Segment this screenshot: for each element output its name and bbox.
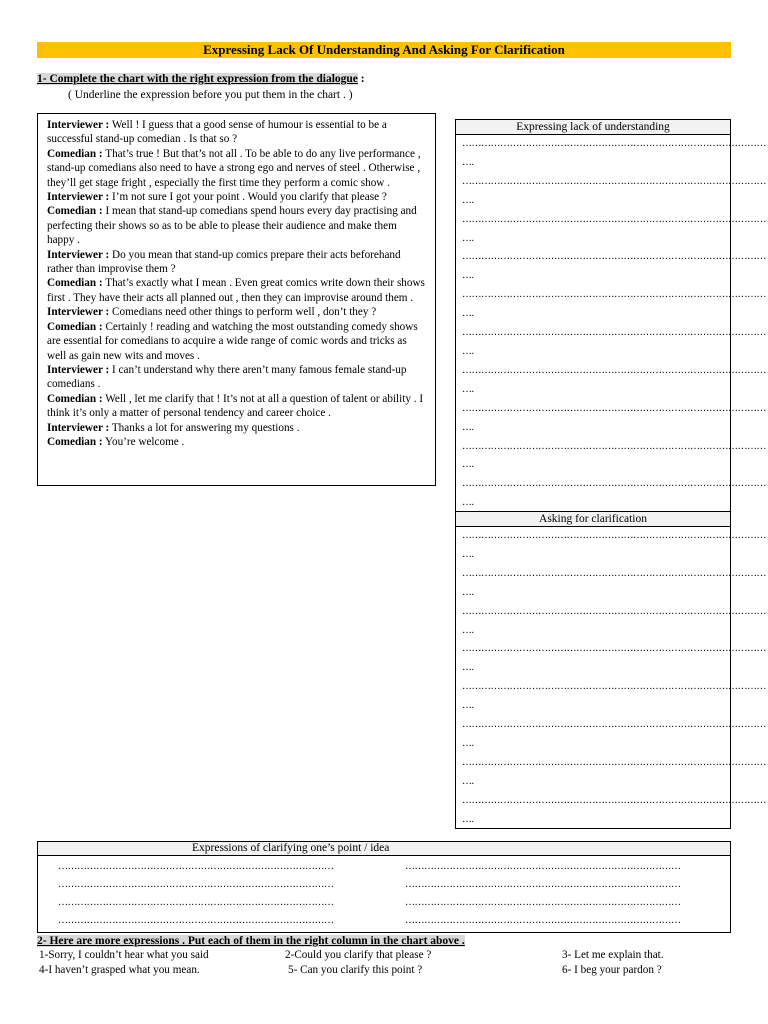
chart-header-asking-clarification: Asking for clarification (456, 511, 730, 527)
answer-line: …. (462, 270, 474, 282)
answer-line: …. (462, 497, 474, 509)
answer-line: …………………………………………………………………………………… (462, 364, 766, 376)
answer-line: …………………………………………………………………………………… (462, 213, 766, 225)
answer-line: …. (462, 345, 474, 357)
answer-line: …………………………………………………………………………………… (462, 402, 766, 414)
line-text: I mean that stand-up comedians spend hours every day practising and perfecting their shows so as to be able to please their audience and make them happy . (47, 205, 417, 247)
dialogue-line (47, 204, 426, 247)
speaker: Comedian : (47, 277, 103, 290)
section1-heading (37, 73, 365, 85)
answer-line: …………………………………………………………………………… (58, 879, 334, 890)
answer-area-asking-clarification[interactable] (456, 527, 766, 831)
answer-line: …………………………………………………………………………………… (462, 440, 766, 452)
clarifying-expressions-header: Expressions of clarifying one’s point / idea (38, 842, 730, 856)
dialogue-line (47, 190, 426, 204)
answer-line: …………………………………………………………………………………… (462, 327, 766, 339)
answer-line: …. (462, 421, 474, 433)
expression-item: 4-I haven’t grasped what you mean. (39, 964, 200, 976)
section1-instruction: ( Underline the expression before you put them in the chart . ) (68, 89, 353, 101)
answer-line: …………………………………………………………………………… (58, 861, 334, 872)
answer-line: …………………………………………………………………………………… (462, 175, 766, 187)
answer-line: …………………………………………………………………………………… (462, 794, 766, 806)
answer-line: …………………………………………………………………………… (405, 897, 681, 908)
speaker: Comedian : (47, 320, 103, 333)
line-text: Well ! I guess that a good sense of humour is essential to be a successful stand-up comedian . Is that so ? (47, 119, 387, 146)
answer-line: …………………………………………………………………………………… (462, 605, 766, 617)
speaker: Interviewer : (47, 306, 110, 319)
dialogue-line (47, 248, 426, 277)
speaker: Comedian : (47, 205, 103, 218)
answer-line: …. (462, 586, 474, 598)
dialogue-line (47, 435, 426, 449)
speaker: Comedian : (47, 147, 103, 160)
expression-item: 5- Can you clarify this point ? (288, 964, 423, 976)
dialogue-line (47, 320, 426, 363)
answer-line: …. (462, 775, 474, 787)
speaker: Interviewer : (47, 248, 110, 261)
answer-line: …. (462, 383, 474, 395)
line-text: That’s exactly what I mean . Even great comics write down their shows first . They have their acts all planned out , then they can improvise around them . (47, 277, 425, 304)
section1-heading-text: 1- Complete the chart with the right expression from the dialogue (37, 73, 358, 85)
answer-line: …………………………………………………………………………………… (462, 478, 766, 490)
answer-line: …………………………………………………………………………………… (462, 567, 766, 579)
line-text: Thanks a lot for answering my questions . (109, 421, 300, 434)
expression-item: 2-Could you clarify that please ? (285, 949, 432, 961)
dialogue-line (47, 421, 426, 435)
section1-colon: : (357, 73, 365, 85)
section2-heading: 2- Here are more expressions . Put each of them in the right column in the chart above . (37, 935, 465, 947)
dialogue-line (47, 276, 426, 305)
answer-line: …. (462, 459, 474, 471)
speaker: Interviewer : (47, 191, 110, 204)
answer-line: …………………………………………………………………………………… (462, 681, 766, 693)
line-text: That’s true ! But that’s not all . To be able to do any live performance , stand-up comedians also need to have a strong ego and nerves of steel . Otherwise , they’ll get stage fright , especially the first time they perform a comic show . (47, 147, 421, 189)
answer-line: …………………………………………………………………………… (405, 879, 681, 890)
answer-line: …………………………………………………………………………………… (462, 251, 766, 263)
answer-line: …………………………………………………………………………………… (462, 719, 766, 731)
answer-line: …. (462, 308, 474, 320)
speaker: Interviewer : (47, 363, 110, 376)
speaker: Interviewer : (47, 421, 110, 434)
answer-line: …. (462, 662, 474, 674)
answer-line: …. (462, 737, 474, 749)
speaker: Comedian : (47, 392, 103, 405)
expression-item: 3- Let me explain that. (562, 949, 664, 961)
line-text: Well , let me clarify that ! It’s not at all a question of talent or ability . I think it’s only a matter of personal tendency and career choice . (47, 392, 424, 420)
chart-header-lack-of-understanding: Expressing lack of understanding (456, 120, 730, 135)
expression-item: 1-Sorry, I couldn’t hear what you said (39, 949, 209, 961)
answer-line: …. (462, 156, 474, 168)
answer-line: …. (462, 548, 474, 560)
answer-line: …………………………………………………………………………… (405, 915, 681, 926)
answer-line: …. (462, 813, 474, 825)
speaker: Comedian : (47, 435, 103, 448)
line-text: I’m not sure I got your point . Would you clarify that please ? (109, 191, 387, 204)
answer-line: …. (462, 624, 474, 636)
answer-line: …………………………………………………………………………… (58, 915, 334, 926)
dialogue-line (47, 392, 426, 421)
line-text: Certainly ! reading and watching the most outstanding comedy shows are essential for comedians to acquire a wide range of comic words and tricks as well as gain new wits and moves . (47, 320, 418, 362)
dialogue-line (47, 363, 426, 392)
answer-area-lack-of-understanding[interactable] (456, 135, 766, 511)
answer-line: …………………………………………………………………………… (58, 897, 334, 908)
answer-line: …………………………………………………………………………… (405, 861, 681, 872)
dialogue-box (37, 113, 436, 486)
line-text: You’re welcome . (102, 435, 185, 448)
answer-line: …………………………………………………………………………………… (462, 530, 766, 541)
line-text: Comedians need other things to perform well , don’t they ? (109, 306, 377, 319)
answer-line: …………………………………………………………………………………… (462, 643, 766, 655)
dialogue-line (47, 147, 426, 190)
clarifying-column-right (363, 858, 695, 930)
answer-line: …………………………………………………………………………………… (462, 138, 766, 149)
worksheet-title: Expressing Lack Of Understanding And Asking For Clarification (37, 42, 731, 58)
answer-chart (455, 119, 766, 829)
answer-line: …. (462, 194, 474, 206)
dialogue-line (47, 305, 426, 319)
answer-line: …………………………………………………………………………………… (462, 756, 766, 768)
expression-item: 6- I beg your pardon ? (562, 964, 662, 976)
answer-line: …. (462, 232, 474, 244)
answer-line: …………………………………………………………………………………… (462, 289, 766, 301)
line-text: Do you mean that stand-up comics prepare their acts beforehand rather than improvise them ? (47, 248, 401, 276)
line-text: I can’t understand why there aren’t many famous female stand-up comedians . (47, 363, 407, 391)
answer-line: …. (462, 700, 474, 712)
clarifying-columns[interactable] (38, 856, 730, 930)
dialogue-line (47, 118, 426, 147)
clarifying-column-left (38, 858, 363, 930)
clarifying-expressions-box (37, 841, 731, 933)
speaker: Interviewer : (47, 119, 110, 131)
